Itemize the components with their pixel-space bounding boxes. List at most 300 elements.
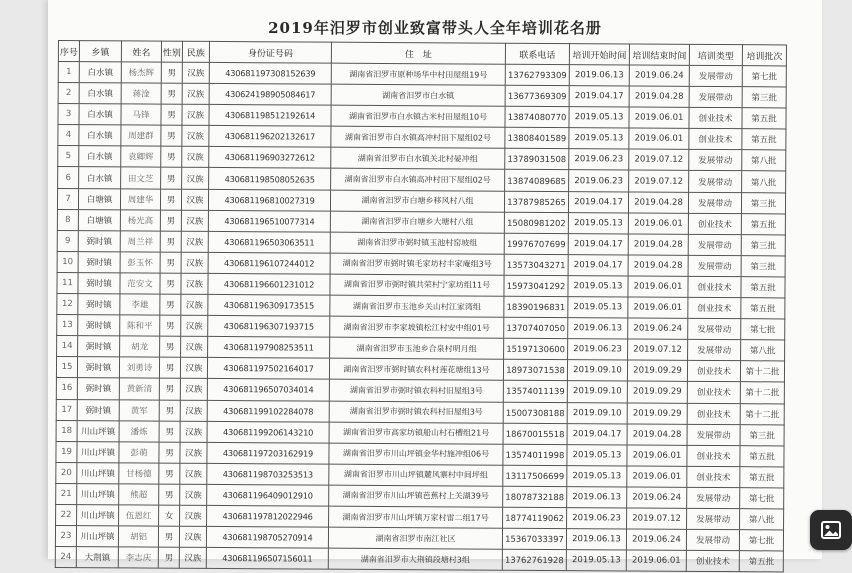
cell-address: 湖南省汨罗市川山坪镇芭蕉村上关湖39号 xyxy=(329,485,503,507)
cell-id-number: 430681197203162919 xyxy=(207,442,329,464)
cell-batch: 第五批 xyxy=(740,445,784,466)
cell-end-date: 2019.07.12 xyxy=(627,508,687,529)
cell-ethnicity: 汉族 xyxy=(179,547,206,568)
cell-index: 16 xyxy=(56,378,77,399)
cell-gender: 男 xyxy=(160,210,181,231)
cell-end-date: 2019.06.01 xyxy=(629,128,689,149)
cell-batch: 第七批 xyxy=(742,66,786,87)
cell-gender: 男 xyxy=(159,463,180,484)
column-header-col-address: 住 址 xyxy=(331,42,505,64)
cell-phone: 18078732188 xyxy=(503,486,567,507)
cell-start-date: 2019.06.23 xyxy=(569,170,629,191)
cell-id-number: 430681196507156011 xyxy=(206,548,328,570)
cell-ethnicity: 汉族 xyxy=(182,147,209,168)
cell-gender: 男 xyxy=(160,252,181,273)
cell-end-date: 2019.06.01 xyxy=(626,550,686,571)
cell-ethnicity: 汉族 xyxy=(181,315,208,336)
cell-phone: 13117506699 xyxy=(503,465,567,486)
cell-town: 白水镇 xyxy=(79,125,121,146)
cell-phone: 18390196831 xyxy=(504,296,568,317)
cell-ethnicity: 汉族 xyxy=(181,294,208,315)
cell-start-date: 2019.06.23 xyxy=(567,508,627,529)
cell-name: 田文芝 xyxy=(121,167,161,188)
cell-end-date: 2019.04.28 xyxy=(629,86,689,107)
cell-training-type: 发展带动 xyxy=(688,234,741,255)
cell-training-type: 创业技术 xyxy=(687,403,740,424)
document-page xyxy=(48,0,822,568)
cell-ethnicity: 汉族 xyxy=(179,526,206,547)
column-header-col-gender: 性别 xyxy=(161,41,182,62)
cell-ethnicity: 汉族 xyxy=(182,62,209,83)
cell-gender: 男 xyxy=(159,442,180,463)
cell-index: 11 xyxy=(57,272,78,293)
cell-gender: 男 xyxy=(160,315,181,336)
cell-id-number: 430681197308152639 xyxy=(209,62,331,84)
cell-end-date: 2019.06.01 xyxy=(628,213,688,234)
cell-phone: 13762761928 xyxy=(502,549,566,570)
cell-index: 6 xyxy=(58,167,79,188)
cell-address: 湖南省汨罗市白水镇古米村田屋组10号 xyxy=(331,105,505,127)
cell-training-type: 发展带动 xyxy=(688,340,741,361)
cell-batch: 第七批 xyxy=(741,319,785,340)
cell-address: 湖南省汨罗市白水镇 xyxy=(331,84,505,106)
cell-town: 弼时镇 xyxy=(77,357,119,378)
cell-name: 熊超 xyxy=(119,484,159,505)
column-header-col-end-date: 培训结束时间 xyxy=(629,44,689,65)
cell-phone: 18670015518 xyxy=(503,423,567,444)
cell-gender: 男 xyxy=(159,484,180,505)
cell-start-date: 2019.05.13 xyxy=(568,212,628,233)
cell-batch: 第八批 xyxy=(742,150,786,171)
cell-ethnicity: 汉族 xyxy=(182,83,209,104)
cell-gender: 男 xyxy=(159,421,180,442)
cell-id-number: 430681196507034014 xyxy=(207,379,329,401)
cell-training-type: 创业技术 xyxy=(687,466,740,487)
column-header-col-index: 序号 xyxy=(58,41,79,62)
cell-end-date: 2019.09.29 xyxy=(627,360,687,381)
cell-start-date: 2019.05.13 xyxy=(569,107,629,128)
cell-name: 陈和平 xyxy=(120,315,160,336)
cell-end-date: 2019.04.28 xyxy=(628,255,688,276)
cell-end-date: 2019.09.29 xyxy=(627,402,687,423)
cell-end-date: 2019.04.28 xyxy=(627,424,687,445)
cell-index: 5 xyxy=(58,146,79,167)
cell-name: 胡铝 xyxy=(118,526,158,547)
cell-name: 黄新清 xyxy=(119,378,159,399)
cell-phone: 13574011998 xyxy=(503,444,567,465)
cell-name: 黄军 xyxy=(119,399,159,420)
cell-town: 川山坪镇 xyxy=(77,483,119,504)
cell-end-date: 2019.07.12 xyxy=(629,149,689,170)
cell-ethnicity: 汉族 xyxy=(182,104,209,125)
cell-town: 白水镇 xyxy=(79,83,121,104)
column-header-col-start-date: 培训开始时间 xyxy=(569,44,629,65)
cell-start-date: 2019.04.17 xyxy=(569,86,629,107)
cell-index: 14 xyxy=(57,336,78,357)
cell-training-type: 创业技术 xyxy=(688,297,741,318)
cell-address: 湖南省汨罗市白塘乡大塘村八组 xyxy=(330,211,504,233)
cell-gender: 男 xyxy=(161,125,182,146)
cell-index: 22 xyxy=(56,504,77,525)
cell-town: 弼时镇 xyxy=(77,378,119,399)
cell-index: 17 xyxy=(56,399,77,420)
cell-ethnicity: 汉族 xyxy=(180,505,207,526)
cell-index: 1 xyxy=(58,62,79,83)
cell-town: 川山坪镇 xyxy=(77,462,119,483)
cell-gender: 男 xyxy=(161,62,182,83)
cell-address: 湖南省汨罗市弼时镇玉池村窑坡组 xyxy=(330,232,504,254)
cell-id-number: 430681196903272612 xyxy=(209,147,331,169)
cell-name: 马锋 xyxy=(121,104,161,125)
cell-training-type: 发展带动 xyxy=(689,86,742,107)
cell-phone: 13787985265 xyxy=(504,191,568,212)
cell-index: 9 xyxy=(57,230,78,251)
cell-id-number: 430681196202132617 xyxy=(209,126,331,148)
cell-training-type: 发展带动 xyxy=(686,529,739,550)
cell-training-type: 发展带动 xyxy=(688,192,741,213)
cell-name: 李雄 xyxy=(120,294,160,315)
cell-end-date: 2019.06.01 xyxy=(628,276,688,297)
cell-phone: 13789031508 xyxy=(505,149,569,170)
cell-address: 湖南省汨罗市玉池乡合泉村明月组 xyxy=(330,337,504,359)
cell-batch: 第三批 xyxy=(741,192,785,213)
cell-name: 彭玉怀 xyxy=(120,252,160,273)
cell-index: 13 xyxy=(57,315,78,336)
cell-gender: 男 xyxy=(160,336,181,357)
cell-id-number: 430681196510077314 xyxy=(208,210,330,232)
cell-gender: 男 xyxy=(159,357,180,378)
cell-town: 弼时镇 xyxy=(78,273,120,294)
cell-index: 4 xyxy=(58,125,79,146)
cell-town: 弼时镇 xyxy=(78,294,120,315)
cell-training-type: 创业技术 xyxy=(688,276,741,297)
cell-start-date: 2019.05.13 xyxy=(567,444,627,465)
cell-phone: 18973071538 xyxy=(503,360,567,381)
cell-town: 白水镇 xyxy=(79,146,121,167)
cell-address: 湖南省汨罗市白水镇高冲村田下屋组02号 xyxy=(331,169,505,191)
cell-training-type: 发展带动 xyxy=(687,487,740,508)
cell-start-date: 2019.06.23 xyxy=(569,149,629,170)
cell-end-date: 2019.06.01 xyxy=(629,107,689,128)
cell-start-date: 2019.05.13 xyxy=(566,550,626,571)
column-header-col-batch: 培训批次 xyxy=(742,45,786,66)
cell-phone: 15007308188 xyxy=(503,402,567,423)
cell-index: 15 xyxy=(56,357,77,378)
cell-end-date: 2019.06.24 xyxy=(626,529,686,550)
cell-training-type: 发展带动 xyxy=(689,65,742,86)
cell-index: 18 xyxy=(56,420,77,441)
cell-phone: 15367033397 xyxy=(502,528,566,549)
cell-batch: 第八批 xyxy=(742,171,786,192)
cell-batch: 第五批 xyxy=(742,129,786,150)
cell-start-date: 2019.04.17 xyxy=(567,423,627,444)
cell-phone: 13677369309 xyxy=(505,85,569,106)
cell-training-type: 发展带动 xyxy=(687,424,740,445)
cell-gender: 女 xyxy=(159,505,180,526)
cell-town: 弼时镇 xyxy=(78,230,120,251)
cell-start-date: 2019.05.13 xyxy=(568,276,628,297)
image-icon xyxy=(821,521,841,539)
cell-address: 湖南省汨罗市川山坪镇金华村施冲组06号 xyxy=(329,443,503,465)
cell-end-date: 2019.06.01 xyxy=(627,466,687,487)
cell-training-type: 发展带动 xyxy=(689,171,742,192)
cell-batch: 第五批 xyxy=(742,108,786,129)
cell-ethnicity: 汉族 xyxy=(181,231,208,252)
cell-name: 周建群 xyxy=(121,125,161,146)
cell-phone: 13707407050 xyxy=(504,317,568,338)
cell-name: 蒋淦 xyxy=(121,83,161,104)
cell-end-date: 2019.06.24 xyxy=(627,487,687,508)
cell-name: 胡龙 xyxy=(120,336,160,357)
cell-name: 刘勇诗 xyxy=(119,357,159,378)
cell-name: 范安文 xyxy=(120,273,160,294)
cell-ethnicity: 汉族 xyxy=(182,126,209,147)
cell-batch: 第七批 xyxy=(740,488,784,509)
cell-end-date: 2019.07.12 xyxy=(628,339,688,360)
cell-name: 杨杰辉 xyxy=(121,62,161,83)
cell-training-type: 创业技术 xyxy=(687,361,740,382)
cell-start-date: 2019.04.17 xyxy=(568,254,628,275)
cell-ethnicity: 汉族 xyxy=(180,379,207,400)
cell-address: 湖南省汨罗市弼时镇农科村旧屋组3号 xyxy=(329,401,503,423)
cell-address: 湖南省汨罗市原种场华中村田屋组19号 xyxy=(331,63,505,85)
cell-phone: 15973041292 xyxy=(504,275,568,296)
cell-start-date: 2019.04.17 xyxy=(568,191,628,212)
cell-gender: 男 xyxy=(160,294,181,315)
cell-ethnicity: 汉族 xyxy=(182,168,209,189)
cell-address: 湖南省汨罗市弼时镇毛家坊村丰家庵组3号 xyxy=(330,253,504,275)
cell-training-type: 创业技术 xyxy=(687,382,740,403)
cell-town: 川山坪镇 xyxy=(77,441,119,462)
cell-name: 袁卿辉 xyxy=(121,146,161,167)
cell-start-date: 2019.09.10 xyxy=(567,360,627,381)
cell-phone: 13874080770 xyxy=(505,106,569,127)
cell-id-number: 430681196307193715 xyxy=(208,316,330,338)
cell-training-type: 发展带动 xyxy=(689,150,742,171)
image-viewer-button[interactable] xyxy=(810,510,852,550)
cell-batch: 第三批 xyxy=(740,424,784,445)
cell-training-type: 创业技术 xyxy=(689,129,742,150)
cell-batch: 第三批 xyxy=(742,87,786,108)
column-header-col-phone: 联系电话 xyxy=(505,43,569,64)
cell-id-number: 430681196107244012 xyxy=(208,252,330,274)
cell-start-date: 2019.06.13 xyxy=(569,65,629,86)
cell-ethnicity: 汉族 xyxy=(180,463,207,484)
cell-index: 10 xyxy=(57,251,78,272)
cell-training-type: 创业技术 xyxy=(688,213,741,234)
cell-end-date: 2019.09.29 xyxy=(627,381,687,402)
cell-start-date: 2019.04.17 xyxy=(568,233,628,254)
cell-id-number: 430681196601231012 xyxy=(208,273,330,295)
column-header-col-town: 乡镇 xyxy=(79,41,121,62)
cell-id-number: 430681196810027319 xyxy=(208,189,330,211)
cell-index: 8 xyxy=(57,209,78,230)
column-header-col-training-type: 培训类型 xyxy=(689,44,742,65)
cell-town: 川山坪镇 xyxy=(77,505,119,526)
cell-index: 21 xyxy=(56,483,77,504)
cell-town: 白塘镇 xyxy=(78,209,120,230)
cell-batch: 第十二批 xyxy=(740,403,784,424)
cell-index: 24 xyxy=(55,547,76,568)
cell-ethnicity: 汉族 xyxy=(181,189,208,210)
cell-name: 伍恩红 xyxy=(119,505,159,526)
cell-ethnicity: 汉族 xyxy=(181,336,208,357)
cell-batch: 第八批 xyxy=(740,509,784,530)
cell-batch: 第十二批 xyxy=(740,361,784,382)
cell-name: 杨光高 xyxy=(120,210,160,231)
cell-id-number: 430681198512192614 xyxy=(209,105,331,127)
column-header-col-name: 姓名 xyxy=(121,41,161,62)
cell-phone: 13762793309 xyxy=(505,64,569,85)
cell-town: 弼时镇 xyxy=(77,399,119,420)
cell-end-date: 2019.07.12 xyxy=(629,170,689,191)
cell-batch: 第七批 xyxy=(739,530,783,551)
cell-batch: 第三批 xyxy=(741,256,785,277)
cell-name: 彭萌 xyxy=(119,442,159,463)
cell-phone: 13573043271 xyxy=(504,254,568,275)
cell-town: 白水镇 xyxy=(79,62,121,83)
cell-ethnicity: 汉族 xyxy=(181,273,208,294)
cell-batch: 第五批 xyxy=(741,213,785,234)
cell-gender: 男 xyxy=(158,526,179,547)
cell-address: 湖南省汨罗市弼时镇共荣村宁家坊组11号 xyxy=(330,274,504,296)
cell-training-type: 发展带动 xyxy=(687,508,740,529)
cell-training-type: 创业技术 xyxy=(687,445,740,466)
cell-name: 周兰祥 xyxy=(120,231,160,252)
cell-gender: 男 xyxy=(160,273,181,294)
cell-id-number: 430624198905084617 xyxy=(209,84,331,106)
cell-start-date: 2019.06.23 xyxy=(568,339,628,360)
cell-address: 湖南省汨罗市南江社区 xyxy=(328,527,502,549)
cell-id-number: 430681197908253511 xyxy=(208,337,330,359)
cell-town: 白塘镇 xyxy=(78,188,120,209)
cell-phone: 15080981202 xyxy=(504,212,568,233)
cell-town: 大荆镇 xyxy=(76,547,118,568)
cell-batch: 第五批 xyxy=(741,298,785,319)
column-header-col-ethnicity: 民族 xyxy=(182,41,209,62)
cell-end-date: 2019.04.28 xyxy=(628,234,688,255)
cell-training-type: 发展带动 xyxy=(688,255,741,276)
cell-start-date: 2019.09.10 xyxy=(567,381,627,402)
cell-name: 李志庆 xyxy=(118,547,158,568)
cell-town: 白水镇 xyxy=(79,167,121,188)
cell-gender: 男 xyxy=(161,83,182,104)
cell-gender: 男 xyxy=(159,400,180,421)
cell-index: 20 xyxy=(56,462,77,483)
cell-id-number: 430681196309173515 xyxy=(208,294,330,316)
page-title: 2019年汨罗市创业致富带头人全年培训花名册 xyxy=(268,19,602,37)
cell-address: 湖南省汨罗市李家坡镇松江村安中组01号 xyxy=(330,316,504,338)
cell-ethnicity: 汉族 xyxy=(180,358,207,379)
cell-gender: 男 xyxy=(159,379,180,400)
cell-ethnicity: 汉族 xyxy=(180,421,207,442)
cell-batch: 第八批 xyxy=(741,340,785,361)
roster-table xyxy=(55,40,787,573)
cell-end-date: 2019.06.24 xyxy=(628,318,688,339)
cell-address: 湖南省汨罗市高家坊镇船山村石槽组21号 xyxy=(329,422,503,444)
cell-batch: 第十二批 xyxy=(740,382,784,403)
table-row xyxy=(55,547,783,573)
cell-training-type: 发展带动 xyxy=(688,318,741,339)
cell-address: 湖南省汨罗市白水镇关北村晏冲组 xyxy=(331,148,505,170)
column-header-col-id-number: 身份证号码 xyxy=(209,41,331,63)
cell-address: 湖南省汨罗市白水镇高冲村田下屋组02号 xyxy=(331,126,505,148)
cell-id-number: 430681197812022946 xyxy=(207,505,329,527)
cell-id-number: 430681197502164017 xyxy=(207,358,329,380)
cell-phone: 19976707699 xyxy=(504,233,568,254)
cell-index: 3 xyxy=(58,104,79,125)
cell-ethnicity: 汉族 xyxy=(180,484,207,505)
cell-batch: 第五批 xyxy=(741,277,785,298)
cell-phone: 15197130600 xyxy=(504,338,568,359)
cell-phone: 13808401589 xyxy=(505,128,569,149)
cell-index: 2 xyxy=(58,83,79,104)
cell-town: 弼时镇 xyxy=(78,336,120,357)
cell-phone: 18774119062 xyxy=(503,507,567,528)
cell-start-date: 2019.06.13 xyxy=(566,529,626,550)
cell-name: 潘炼 xyxy=(119,420,159,441)
cell-ethnicity: 汉族 xyxy=(181,252,208,273)
cell-batch: 第三批 xyxy=(741,234,785,255)
cell-ethnicity: 汉族 xyxy=(181,210,208,231)
cell-town: 弼时镇 xyxy=(78,251,120,272)
cell-index: 19 xyxy=(56,441,77,462)
cell-gender: 男 xyxy=(158,547,179,568)
cell-id-number: 430681196503063511 xyxy=(208,231,330,253)
cell-index: 23 xyxy=(55,526,76,547)
cell-name: 周建华 xyxy=(120,188,160,209)
cell-end-date: 2019.06.01 xyxy=(628,297,688,318)
cell-id-number: 430681196409012910 xyxy=(207,484,329,506)
cell-end-date: 2019.06.24 xyxy=(629,65,689,86)
cell-address: 湖南省汨罗市弼时镇农科村莲花塘组13号 xyxy=(329,358,503,380)
cell-address: 湖南省汨罗市川山坪镇麓风寨村中间坪组 xyxy=(329,464,503,486)
cell-start-date: 2019.05.13 xyxy=(567,465,627,486)
cell-gender: 男 xyxy=(161,104,182,125)
cell-gender: 男 xyxy=(161,147,182,168)
cell-phone: 13874089685 xyxy=(505,170,569,191)
cell-id-number: 430681198703253513 xyxy=(207,463,329,485)
cell-address: 湖南省汨罗市玉池乡关山村江家湾组 xyxy=(330,295,504,317)
cell-town: 白水镇 xyxy=(79,104,121,125)
cell-gender: 男 xyxy=(161,168,182,189)
cell-start-date: 2019.06.13 xyxy=(568,318,628,339)
cell-training-type: 创业技术 xyxy=(686,551,739,572)
cell-id-number: 430681198705270914 xyxy=(206,526,328,548)
cell-id-number: 430681198508052635 xyxy=(209,168,331,190)
cell-address: 湖南省汨罗市白塘乡移风村八组 xyxy=(330,190,504,212)
cell-town: 川山坪镇 xyxy=(76,526,118,547)
cell-start-date: 2019.05.13 xyxy=(568,297,628,318)
cell-name: 甘杨德 xyxy=(119,463,159,484)
cell-town: 弼时镇 xyxy=(78,315,120,336)
cell-gender: 男 xyxy=(160,189,181,210)
cell-phone: 13574011139 xyxy=(503,381,567,402)
cell-batch: 第五批 xyxy=(740,466,784,487)
cell-index: 12 xyxy=(57,294,78,315)
cell-end-date: 2019.06.01 xyxy=(627,445,687,466)
cell-address: 湖南省汨罗市川山坪镇万家村雷二组17号 xyxy=(329,506,503,528)
cell-index: 7 xyxy=(57,188,78,209)
cell-ethnicity: 汉族 xyxy=(180,400,207,421)
cell-start-date: 2019.09.10 xyxy=(567,402,627,423)
cell-gender: 男 xyxy=(160,231,181,252)
cell-end-date: 2019.04.28 xyxy=(628,192,688,213)
cell-start-date: 2019.06.13 xyxy=(567,486,627,507)
cell-address: 湖南省汨罗市大荆镇段塘村3组 xyxy=(328,548,502,570)
cell-batch: 第五批 xyxy=(739,551,783,572)
cell-training-type: 创业技术 xyxy=(689,108,742,129)
